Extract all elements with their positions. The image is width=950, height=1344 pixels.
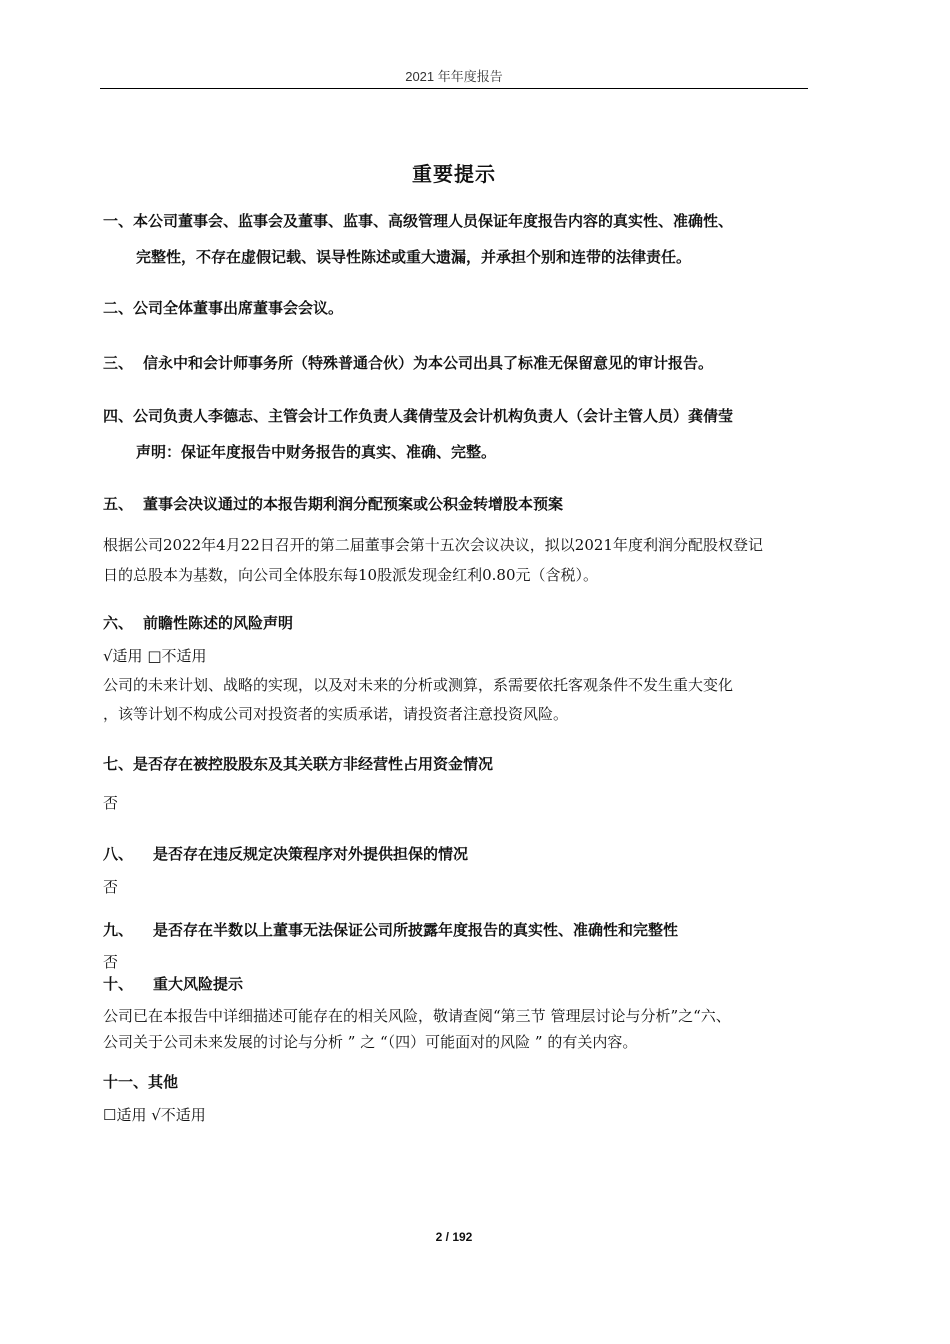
section-6-option: √适用 □不适用: [103, 647, 207, 665]
section-7-heading: 是否存在被控股股东及其关联方非经营性占用资金情况: [133, 755, 494, 773]
section-1-line2: 完整性，不存在虚假记载、误导性陈述或重大遗漏，并承担个别和连带的法律责任。: [136, 248, 692, 266]
section-11: [103, 1064, 813, 1100]
page-number: 2 / 192: [435, 1230, 473, 1244]
section-5: [103, 486, 813, 522]
section-4: [103, 398, 813, 470]
section-5-number: 五、: [103, 495, 134, 513]
section-8: [103, 836, 813, 872]
section-6-body-line1: 公司的未来计划、战略的实现，以及对未来的分析或测算，系需要依托客观条件不发生重大变化: [103, 676, 734, 694]
section-11-option: ☐适用 √不适用: [103, 1106, 206, 1124]
section-7-number: 七、: [103, 755, 134, 773]
header-divider: [100, 88, 808, 89]
section-10: [103, 966, 813, 1002]
running-header: 2021 年年度报告: [405, 69, 503, 84]
section-5-body-line2: 日的总股本为基数，向公司全体股东每10股派发现金红利0.80元（含税）。: [103, 566, 598, 584]
section-7: [103, 746, 813, 782]
section-10-body-line1: 公司已在本报告中详细描述可能存在的相关风险，敬请查阅“第三节 管理层讨论与分析”之“六、: [103, 1007, 731, 1025]
section-6-heading: 前瞻性陈述的风险声明: [143, 614, 294, 632]
section-10-body: [103, 1003, 813, 1055]
section-6: [103, 605, 813, 641]
section-6-body: [103, 642, 813, 729]
section-1-line1: 本公司董事会、监事会及董事、监事、高级管理人员保证年度报告内容的真实性、准确性、: [133, 212, 734, 230]
section-5-body-line1: 根据公司2022年4月22日召开的第二届董事会第十五次会议决议，拟以2021年度利润分配股权登记: [103, 536, 763, 554]
section-4-line2: 声明：保证年度报告中财务报告的真实、准确、完整。: [136, 443, 497, 461]
section-4-number: 四、: [103, 407, 134, 425]
section-5-heading: 董事会决议通过的本报告期利润分配预案或公积金转增股本预案: [143, 495, 564, 513]
section-11-number: 十一、: [103, 1073, 149, 1091]
section-10-body-line2: 公司关于公司未来发展的讨论与分析 ” 之 “（四）可能面对的风险 ” 的有关内容。: [103, 1033, 638, 1051]
section-2-number: 二、: [103, 299, 134, 317]
section-3-text: 信永中和会计师事务所（特殊普通合伙）为本公司出具了标准无保留意见的审计报告。: [143, 354, 714, 372]
section-9: [103, 912, 813, 948]
section-3-number: 三、: [103, 354, 134, 372]
section-9-number: 九、: [103, 921, 134, 939]
section-2-text: 公司全体董事出席董事会会议。: [133, 299, 344, 317]
page-title: 重要提示: [412, 162, 496, 186]
section-7-answer: 否: [103, 794, 119, 812]
section-1: [103, 203, 813, 275]
section-4-line1: 公司负责人李德志、主管会计工作负责人龚倩莹及会计机构负责人（会计主管人员）龚倩莹: [133, 407, 734, 425]
section-2: [103, 290, 813, 326]
section-10-heading: 重大风险提示: [153, 975, 244, 993]
section-11-heading: 其他: [148, 1073, 179, 1091]
section-10-number: 十、: [103, 975, 134, 993]
section-6-body-line2: ，该等计划不构成公司对投资者的实质承诺，请投资者注意投资风险。: [103, 705, 569, 723]
section-9-heading: 是否存在半数以上董事无法保证公司所披露年度报告的真实性、准确性和完整性: [153, 921, 679, 939]
section-8-number: 八、: [103, 845, 134, 863]
section-1-number: 一、: [103, 212, 134, 230]
section-9-answer: 否: [103, 953, 119, 971]
section-8-answer: 否: [103, 878, 119, 896]
section-5-body: [103, 530, 813, 590]
section-8-heading: 是否存在违反规定决策程序对外提供担保的情况: [153, 845, 469, 863]
section-6-number: 六、: [103, 614, 134, 632]
section-3: [103, 345, 813, 381]
